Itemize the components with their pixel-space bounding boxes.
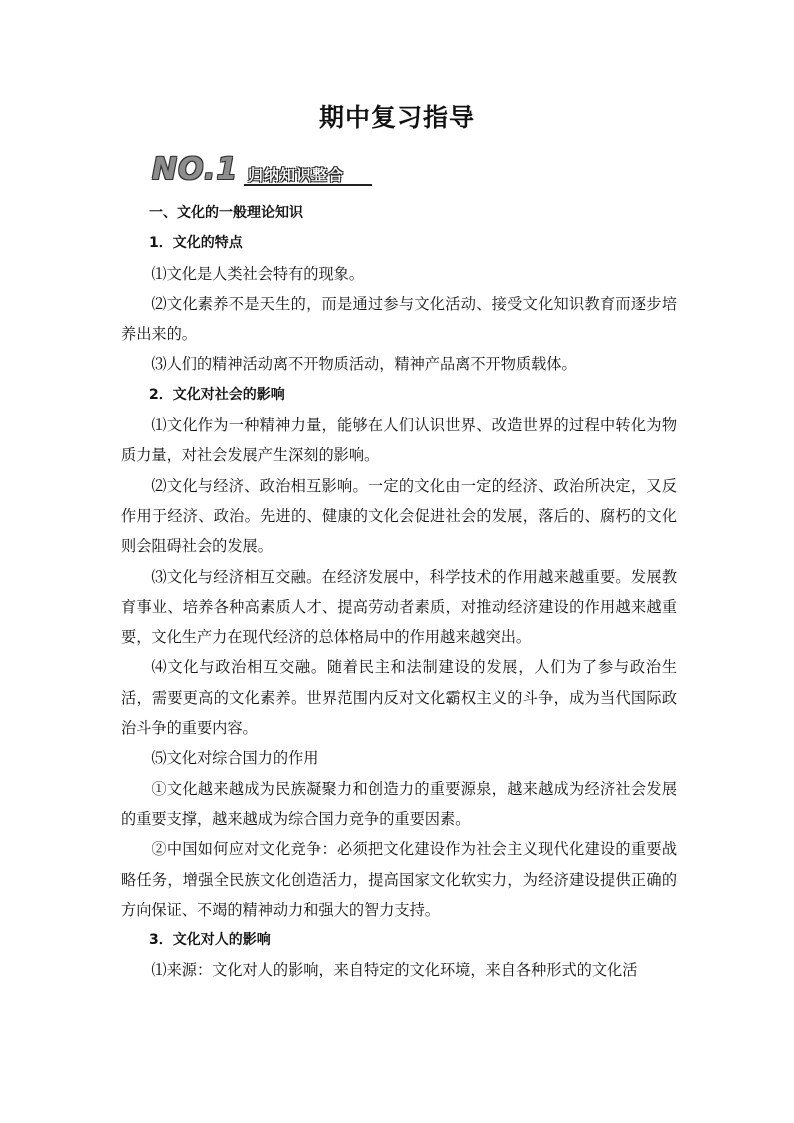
paragraph: ⑷文化与政治相互交融。随着民主和法制建设的发展，人们为了参与政治生活，需要更高的文化素养。世界范围内反对文化霸权主义的斗争，成为当代国际政治斗争的重要内容。	[121, 658, 677, 738]
banner-label: 归纳知识整合	[248, 166, 345, 184]
banner-number: NO.1	[152, 152, 239, 187]
paragraph: ⑴文化是人类社会特有的现象。	[151, 264, 365, 283]
paragraph: ②中国如何应对文化竞争：必须把文化建设作为社会主义现代化建设的重要战略任务，增强全民族文化创造活力，提高国家文化软实力，为经济建设提供正确的方向保证、不竭的精神动力和强大的智力支持。	[121, 840, 677, 919]
section-heading: 2．文化对社会的影响	[149, 386, 285, 403]
page-title: 期中复习指导	[318, 103, 475, 132]
paragraph: ⑸文化对综合国力的作用	[151, 749, 319, 768]
paragraph: ⑶人们的精神活动离不开物质活动，精神产品离不开物质载体。	[151, 355, 577, 374]
section-heading: 一、文化的一般理论知识	[149, 205, 303, 221]
paragraph: ⑶文化与经济相互交融。在经济发展中，科学技术的作用越来越重要。发展教育事业、培养各种高素质人才、提高劳动者素质，对推动经济建设的作用越来越重要，文化生产力在现代经济的总体格局中的作用越来越突出。	[121, 567, 677, 647]
section-banner	[152, 152, 374, 188]
section-heading: 3．文化对人的影响	[149, 932, 271, 949]
paragraph: ⑵文化与经济、政治相互影响。一定的文化由一定的经济、政治所决定，又反作用于经济、政治。先进的、健康的文化会促进社会的发展，落后的、腐朽的文化则会阻碍社会的发展。	[121, 476, 677, 556]
section-heading: 1．文化的特点	[149, 235, 243, 252]
paragraph: ①文化越来越成为民族凝聚力和创造力的重要源泉，越来越成为经济社会发展的重要支撑，越来越成为综合国力竞争的重要因素。	[121, 779, 677, 828]
document-body	[121, 198, 677, 986]
paragraph: ⑴文化作为一种精神力量，能够在人们认识世界、改造世界的过程中转化为物质力量，对社会发展产生深刻的影响。	[121, 416, 677, 465]
paragraph: ⑵文化素养不是天生的，而是通过参与文化活动、接受文化知识教育而逐步培养出来的。	[121, 294, 677, 344]
paragraph: ⑴来源：文化对人的影响，来自特定的文化环境，来自各种形式的文化活	[151, 961, 638, 980]
